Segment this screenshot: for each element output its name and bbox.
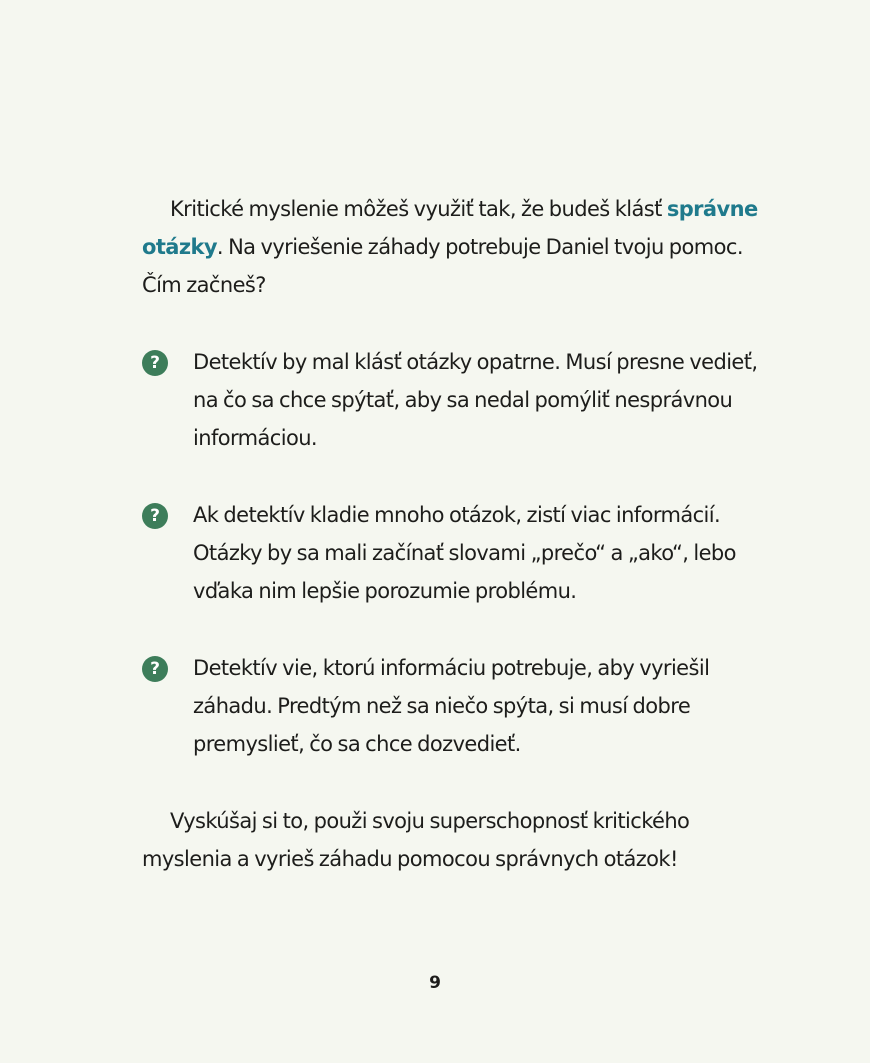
outro-paragraph: Vyskúšaj si to, použi svoju superschopnosť kritického myslenia a vyrieš záhadu pomocou správnych otázok! <box>142 809 690 871</box>
page-content <box>142 190 762 878</box>
bullet-text: Detektív by mal klásť otázky opatrne. Musí presne vedieť, na čo sa chce spýtať, aby sa nedal pomýliť nesprávnou informáciou. <box>193 350 758 450</box>
intro-paragraph <box>142 190 762 304</box>
question-mark-icon: ? <box>142 656 168 682</box>
question-mark-icon: ? <box>142 503 168 529</box>
bullet-item <box>142 649 762 763</box>
page-number: 9 <box>429 973 441 993</box>
bullet-text: Detektív vie, ktorú informáciu potrebuje, aby vyriešil záhadu. Predtým než sa niečo spýta, si musí dobre premyslieť, čo sa chce dozvedieť. <box>193 656 710 756</box>
bullet-item <box>142 343 762 457</box>
bullet-text: Ak detektív kladie mnoho otázok, zistí viac informácií. Otázky by sa mali začínať slovami „prečo“ a „ako“, lebo vďaka nim lepšie porozumie problému. <box>193 503 736 603</box>
bullet-item <box>142 496 762 610</box>
question-mark-icon: ? <box>142 350 168 376</box>
highlighted-phrase: správne otázky <box>142 197 758 259</box>
intro-text-end: . Na vyriešenie záhady potrebuje Daniel tvoju pomoc. Čím začneš? <box>142 235 743 297</box>
intro-text-start: Kritické myslenie môžeš využiť tak, že budeš klásť <box>170 197 667 221</box>
